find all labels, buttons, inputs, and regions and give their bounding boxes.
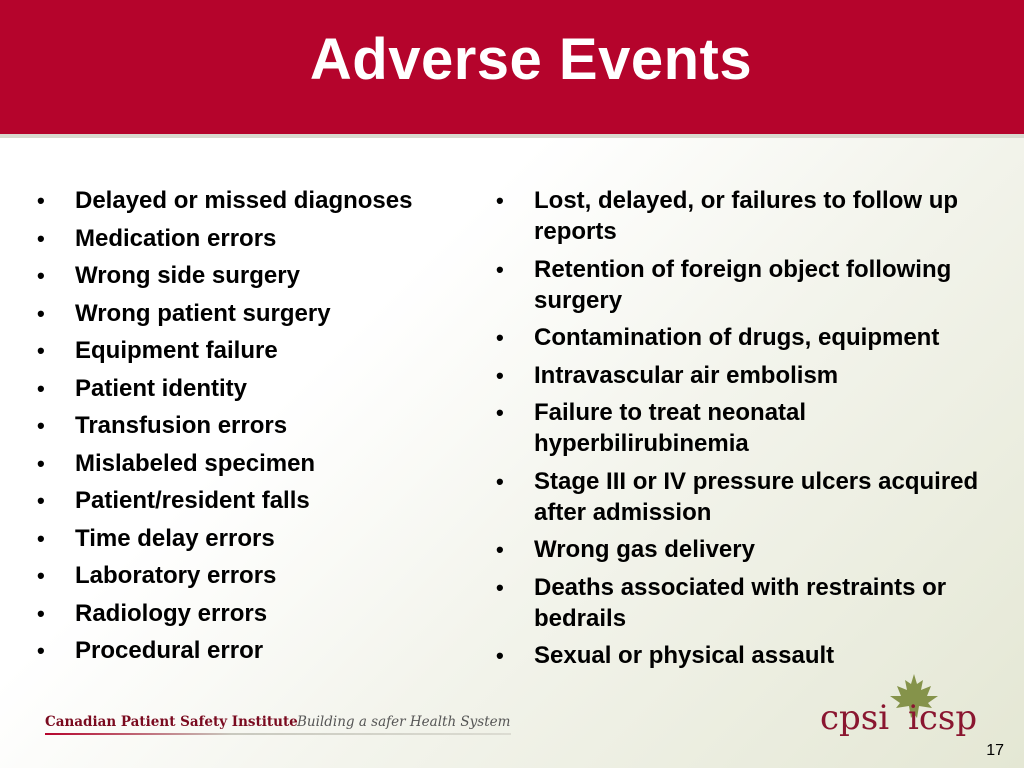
list-item: [493, 534, 1003, 565]
bullet-icon: •: [496, 362, 504, 388]
list-item: [493, 397, 1003, 459]
list-item-text: Delayed or missed diagnoses: [75, 187, 413, 214]
list-item: [34, 560, 484, 591]
list-item-text: Transfusion errors: [75, 412, 288, 439]
logo-text-icsp: icsp: [908, 698, 978, 738]
list-item-text: Equipment failure: [75, 337, 278, 364]
org-name: Canadian Patient Safety Institute: [45, 714, 298, 730]
bullet-icon: •: [496, 643, 504, 668]
page-number: 17: [986, 742, 1004, 759]
list-item-text: Procedural error: [75, 637, 264, 664]
bullet-icon: •: [496, 256, 504, 282]
list-item: [493, 322, 1003, 353]
list-item-text: Medication errors: [75, 224, 277, 252]
bullet-icon: •: [37, 600, 45, 626]
bullet-icon: •: [37, 375, 45, 401]
list-item: [34, 485, 484, 516]
right-bullet-list: [493, 185, 1003, 678]
list-item-text: Deaths associated with restraints or bedrails: [534, 573, 947, 632]
list-item-text: Laboratory errors: [75, 562, 277, 589]
bullet-icon: •: [37, 638, 45, 663]
list-item: [34, 635, 484, 666]
bullet-icon: •: [37, 300, 45, 326]
list-item-text: Radiology errors: [75, 599, 268, 627]
bullet-icon: •: [37, 225, 45, 251]
list-item: [493, 640, 1003, 671]
list-item-text: Patient identity: [75, 374, 248, 402]
list-item: [493, 466, 1003, 528]
logo-text-cpsi: cpsi: [820, 698, 890, 738]
list-item-text: Lost, delayed, or failures to follow up reports: [534, 187, 959, 245]
bullet-icon: •: [37, 563, 45, 588]
list-item: [34, 410, 484, 441]
list-item-text: Retention of foreign object following surgery: [534, 255, 952, 314]
list-item-text: Patient/resident falls: [75, 487, 310, 514]
bullet-icon: •: [496, 574, 504, 600]
title-bar: [0, 0, 1024, 134]
cpsi-logo: [820, 670, 980, 740]
list-item: [493, 254, 1003, 316]
bullet-icon: •: [496, 325, 504, 350]
footer-divider: [45, 733, 511, 735]
org-tagline: Building a safer Health System: [297, 714, 511, 730]
bullet-icon: •: [37, 488, 45, 513]
bullet-icon: •: [37, 525, 45, 551]
bullet-icon: •: [496, 468, 504, 494]
slide-title: Adverse Events: [309, 27, 753, 92]
list-item-text: Sexual or physical assault: [534, 642, 835, 669]
list-item: [34, 523, 484, 554]
bullet-icon: •: [37, 450, 45, 476]
bullet-icon: •: [496, 188, 504, 213]
bullet-icon: •: [37, 263, 45, 288]
list-item-text: Wrong side surgery: [75, 262, 300, 289]
list-item: [493, 360, 1003, 391]
bullet-icon: •: [37, 413, 45, 438]
list-item-text: Mislabeled specimen: [75, 449, 316, 477]
list-item: [34, 598, 484, 629]
list-item-text: Intravascular air embolism: [534, 361, 839, 389]
list-item: [34, 223, 484, 254]
left-bullet-list: [34, 185, 484, 673]
list-item: [34, 298, 484, 329]
list-item: [34, 185, 484, 216]
list-item-text: Stage III or IV pressure ulcers acquired after admission: [534, 467, 979, 526]
list-item: [34, 260, 484, 291]
list-item-text: Wrong patient surgery: [75, 299, 331, 327]
list-item: [34, 448, 484, 479]
list-item-text: Wrong gas delivery: [534, 536, 755, 563]
list-item-text: Contamination of drugs, equipment: [534, 324, 940, 351]
list-item: [493, 185, 1003, 247]
bullet-icon: •: [496, 537, 504, 562]
list-item-text: Time delay errors: [75, 524, 275, 552]
list-item: [493, 572, 1003, 634]
list-item-text: Failure to treat neonatal hyperbilirubinemia: [534, 399, 807, 457]
bullet-icon: •: [37, 338, 45, 363]
list-item: [34, 335, 484, 366]
bullet-icon: •: [37, 188, 45, 213]
list-item: [34, 373, 484, 404]
bullet-icon: •: [496, 400, 504, 425]
